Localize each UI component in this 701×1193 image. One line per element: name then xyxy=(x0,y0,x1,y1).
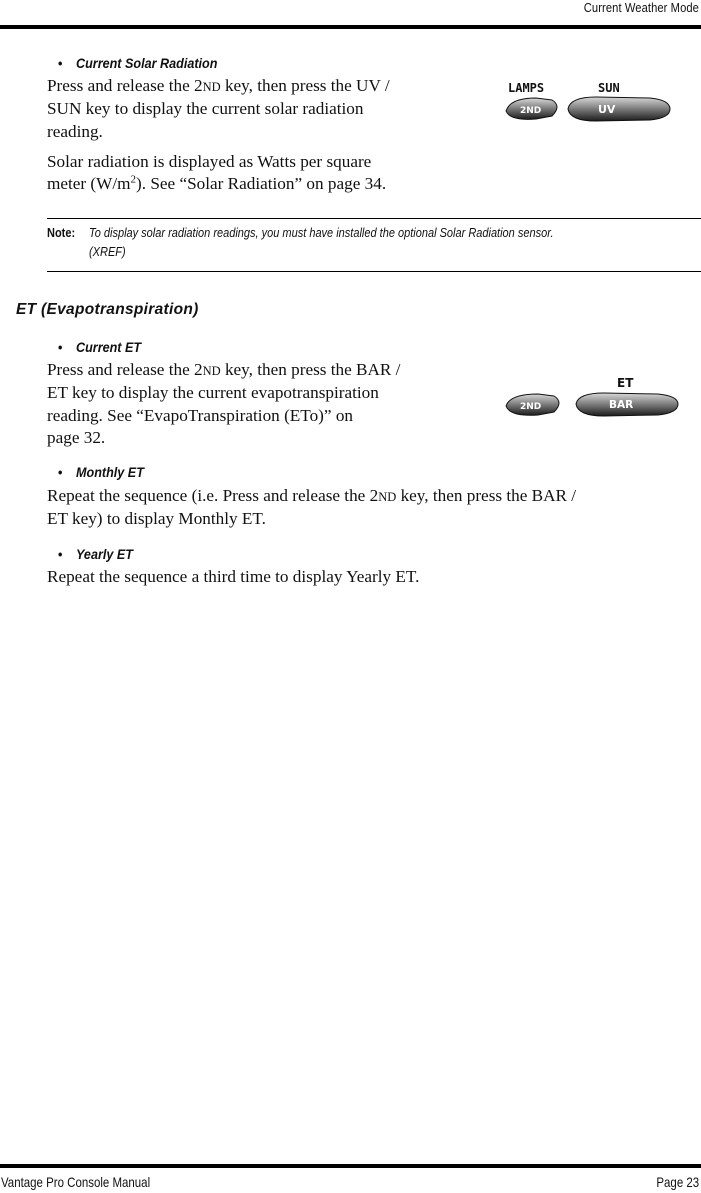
et-keys-illustration xyxy=(500,374,685,422)
yearly-et-line-1: Repeat the sequence a third time to display Yearly ET. xyxy=(47,567,420,586)
et-section-heading: ET (Evapotranspiration) xyxy=(16,301,199,318)
solar-line-2: SUN key to display the current solar radiation xyxy=(47,99,364,119)
monthly-et-paragraph xyxy=(47,485,697,531)
note-line-2: (XREF) xyxy=(89,245,126,259)
solar-heading-text: Current Solar Radiation xyxy=(76,55,218,71)
monthly-et-line-1: Repeat the sequence (i.e. Press and release the 2ND key, then press the BAR / xyxy=(47,486,577,505)
second-key xyxy=(506,98,557,119)
bullet: • xyxy=(58,546,63,562)
note-text xyxy=(89,224,687,262)
yearly-et-heading-text: Yearly ET xyxy=(76,546,133,562)
solar-line-5: meter $(W/m^2)$. See “Solar Radiation” on page 34. xyxy=(47,173,387,194)
solar-keys-illustration xyxy=(500,78,680,128)
solar-line-4: Solar radiation is displayed as Watts per square xyxy=(47,152,372,171)
current-et-paragraph xyxy=(47,359,477,450)
running-header: Current Weather Mode xyxy=(583,0,699,15)
second-key-label: 2ND xyxy=(520,106,542,116)
solar-bullet-heading xyxy=(58,55,217,71)
current-et-line-4: page 32. xyxy=(47,428,106,448)
bullet: • xyxy=(58,464,63,480)
yearly-et-bullet-heading xyxy=(58,546,133,562)
footer-manual-title: Vantage Pro Console Manual xyxy=(1,1174,151,1190)
solar-paragraph-2 xyxy=(47,151,477,196)
note-label: Note: xyxy=(47,226,76,240)
footer-page-number: Page 23 xyxy=(656,1174,699,1190)
yearly-et-paragraph xyxy=(47,566,697,588)
current-et-line-3: reading. See “EvapoTranspiration (ETo)” on xyxy=(47,405,354,425)
second-key-label: 2ND xyxy=(520,402,542,412)
solar-line-1: Press and release the 2ND key, then press the UV / xyxy=(47,76,390,95)
current-et-bullet-heading xyxy=(58,339,141,355)
lamps-label: LAMPS xyxy=(508,81,545,95)
solar-line-3: reading. xyxy=(47,121,103,141)
et-label: ET xyxy=(617,376,634,390)
uv-key xyxy=(568,97,670,121)
solar-paragraph-1 xyxy=(47,75,477,143)
monthly-et-line-2: ET key) to display Monthly ET. xyxy=(47,509,266,529)
second-key xyxy=(506,394,559,415)
header-rule xyxy=(0,25,701,29)
footer-rule xyxy=(0,1164,701,1168)
bullet: • xyxy=(58,339,63,355)
current-et-line-1: Press and release the 2ND key, then press the BAR / xyxy=(47,360,401,379)
sun-label: SUN xyxy=(598,81,620,95)
monthly-et-heading-text: Monthly ET xyxy=(76,464,144,480)
note-top-rule xyxy=(47,218,701,219)
monthly-et-bullet-heading xyxy=(58,464,144,480)
bar-key-label: BAR xyxy=(609,399,634,411)
note-bottom-rule xyxy=(47,271,701,272)
current-et-heading-text: Current ET xyxy=(76,339,142,355)
uv-key-label: UV xyxy=(598,103,616,116)
bar-key xyxy=(576,393,678,416)
bullet: • xyxy=(58,55,63,71)
note-line-1: To display solar radiation readings, you must have installed the optional Solar Radiation sensor. xyxy=(89,226,554,240)
current-et-line-2: ET key to display the current evapotranspiration xyxy=(47,383,379,403)
note-block xyxy=(47,224,687,262)
